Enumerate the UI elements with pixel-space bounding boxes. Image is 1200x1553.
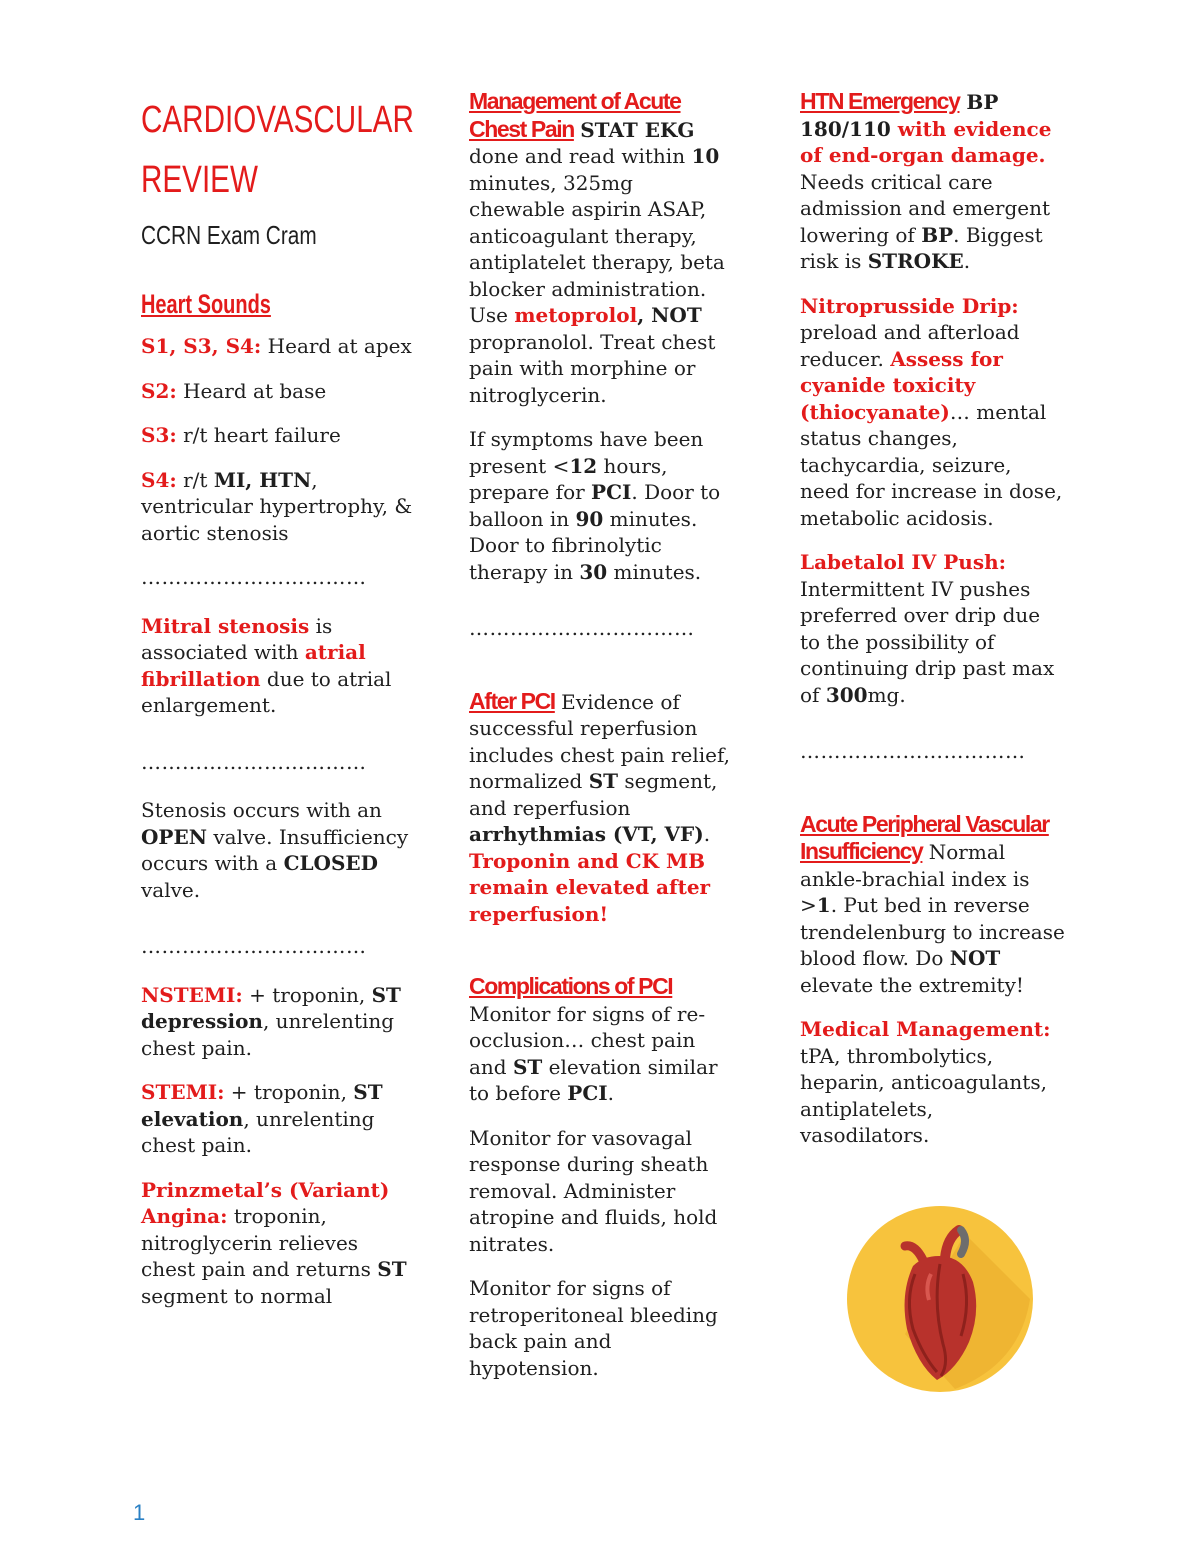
mitral-c: atrial fibrillation	[141, 640, 366, 691]
nitro-label: Nitroprusside Drip:	[800, 293, 1019, 318]
after-e: .	[703, 822, 711, 846]
nitro-c: … mental status changes, tachycardia, seizure, need for increase in dose, metabolic acidosis.	[800, 399, 1063, 530]
htn-a: BP 180/110	[800, 90, 999, 141]
page-subtitle: CCRN Exam Cram	[141, 220, 317, 250]
labetalol-paragraph	[800, 549, 1065, 708]
mitral-a: Mitral stenosis	[141, 613, 310, 638]
s3-text: r/t heart failure	[176, 423, 341, 447]
s4-label: S4:	[141, 467, 177, 492]
column-3	[800, 88, 1065, 1167]
pci-e: . Door to balloon in	[469, 480, 721, 531]
mitral-b: is associated with	[141, 613, 333, 664]
pci-d: PCI	[591, 480, 632, 504]
acp-h: propranolol. Treat chest pain with morphine or nitroglycerin.	[469, 329, 716, 407]
comp1-a: Monitor for signs of re-occlusion… chest pain and	[469, 1001, 706, 1079]
lab-label: Labetalol IV Push:	[800, 550, 1007, 574]
divider-dots: ……………………………	[800, 739, 1026, 763]
complications-2: Monitor for vasovagal response during sheath removal. Administer atropine and fluids, hold nitrates.	[469, 1125, 718, 1256]
column-1	[141, 88, 413, 1327]
mitral-paragraph	[141, 613, 413, 719]
after-a: Evidence of successful reperfusion includes chest pain relief, normalized	[469, 689, 731, 793]
htn-d: BP	[921, 222, 954, 247]
acp-e: minutes, 325mg chewable aspirin ASAP, anticoagulant therapy, antiplatelet therapy, beta blocker administration. Use	[469, 170, 725, 327]
stenosis-paragraph	[141, 797, 413, 903]
stenosis-d: CLOSED	[283, 851, 379, 875]
nitro-a: preload and afterload reducer.	[800, 320, 1020, 371]
htn-e: . Biggest risk is	[800, 222, 1043, 273]
stenosis-a: Stenosis occurs with an	[141, 798, 382, 822]
prinz-c: segment to normal	[141, 1283, 333, 1308]
pci-paragraph	[469, 426, 735, 585]
divider-dots: ……………………………	[141, 934, 367, 958]
s3-line	[141, 422, 413, 449]
after-b: ST	[588, 769, 619, 793]
prinz-label: Prinzmetal’s (Variant) Angina:	[141, 1177, 390, 1228]
htn-g: .	[963, 249, 971, 273]
complications-pci-heading: Complications of PCI	[469, 973, 673, 999]
htn-emergency-paragraph	[800, 88, 1065, 275]
stemi-b: ST elevation	[141, 1080, 383, 1131]
s2-text: Heard at base	[176, 378, 327, 403]
apvi-paragraph	[800, 811, 1065, 999]
htn-f: STROKE	[867, 249, 964, 273]
stenosis-b: OPEN	[141, 824, 207, 849]
s134-label: S1, S3, S4:	[141, 334, 262, 358]
stenosis-c: valve. Insufficiency occurs with a	[141, 824, 409, 875]
stemi-c: , unrelenting chest pain.	[141, 1106, 375, 1157]
pci-h: 30	[579, 559, 608, 584]
acp-c: done and read within	[469, 144, 692, 168]
s2-label: S2:	[141, 378, 177, 403]
divider-dots: ……………………………	[469, 616, 695, 640]
s134-text: Heard at apex	[261, 334, 412, 358]
stemi-a: + troponin,	[224, 1080, 354, 1104]
nitro-b: Assess for cyanide toxicity (thiocyanate)	[800, 346, 1003, 424]
prinz-a: troponin, nitroglycerin relieves chest pain and returns	[141, 1204, 378, 1281]
apvi-a: Normal ankle-brachial index is >	[800, 840, 1030, 917]
lab-c: mg.	[867, 682, 906, 707]
apvi-d: NOT	[949, 946, 1001, 970]
pci-a: If symptoms have been present <	[469, 427, 704, 478]
after-pci-paragraph	[469, 688, 735, 928]
acp-b: STAT EKG	[580, 117, 695, 142]
comp1-c: elevation similar to before	[469, 1054, 718, 1105]
lab-a: Intermittent IV pushes preferred over drip due to the possibility of continuing drip past max of	[800, 576, 1055, 707]
nstemi-paragraph	[141, 982, 413, 1062]
prinzmetal-paragraph	[141, 1177, 413, 1310]
pci-g: minutes. Door to fibrinolytic therapy in	[469, 506, 698, 584]
after-f: Troponin and CK MB remain elevated after reperfusion!	[469, 848, 711, 926]
acp-f: metoprolol	[514, 303, 638, 327]
nstemi-c: , unrelenting chest pain.	[141, 1009, 395, 1060]
s4-text-b: MI, HTN	[213, 467, 312, 492]
medical-management-paragraph	[800, 1016, 1065, 1149]
htn-c: Needs critical care admission and emergent lowering of	[800, 169, 1051, 247]
acp-g: , NOT	[637, 303, 702, 327]
heart-sounds-heading: Heart Sounds	[141, 288, 271, 319]
after-c: segment, and reperfusion	[469, 769, 718, 820]
pci-f: 90	[575, 506, 604, 531]
pci-i: minutes.	[607, 559, 702, 584]
htn-b: with evidence of end-organ damage.	[800, 116, 1052, 167]
column-2	[469, 88, 735, 1399]
acute-chest-pain-paragraph	[469, 88, 735, 408]
htn-emergency-heading: HTN Emergency	[800, 88, 960, 114]
page-number: 1	[133, 1500, 146, 1525]
med-text: tPA, thrombolytics, heparin, anticoagulants, antiplatelets, vasodilators.	[800, 1043, 1047, 1147]
prinz-b: ST	[377, 1257, 407, 1281]
med-label: Medical Management:	[800, 1017, 1051, 1041]
nstemi-a: + troponin,	[242, 982, 372, 1007]
pci-c: hours, prepare for	[469, 453, 668, 504]
nstemi-label: NSTEMI:	[141, 982, 243, 1007]
heart-icon	[845, 1204, 1035, 1394]
page-title: CARDIOVASCULAR REVIEW	[141, 99, 414, 201]
apvi-e: elevate the extremity!	[800, 972, 1024, 997]
after-pci-heading: After PCI	[469, 687, 555, 714]
divider-dots: ……………………………	[141, 565, 367, 589]
apvi-heading: Acute Peripheral Vascular Insufficiency	[800, 810, 1049, 864]
s4-line	[141, 467, 413, 547]
nstemi-b: ST depression	[141, 982, 401, 1033]
stenosis-e: valve.	[141, 877, 201, 902]
s134-line	[141, 333, 413, 360]
s4-text-a: r/t	[176, 467, 214, 492]
lab-b: 300	[825, 682, 868, 707]
complications-1	[469, 1001, 735, 1107]
complications-3: Monitor for signs of retroperitoneal bleeding back pain and hypotension.	[469, 1276, 718, 1380]
acute-chest-pain-heading: Management of Acute Chest Pain	[469, 88, 681, 142]
acp-d: 10	[691, 144, 720, 168]
apvi-b: 1	[816, 893, 831, 917]
divider-dots: ……………………………	[141, 749, 367, 774]
comp1-e: .	[607, 1081, 614, 1105]
mitral-d: due to atrial enlargement.	[141, 666, 392, 717]
stemi-label: STEMI:	[141, 1080, 225, 1104]
s3-label: S3:	[141, 423, 177, 447]
stemi-paragraph	[141, 1079, 413, 1159]
nitroprusside-paragraph	[800, 293, 1065, 532]
pci-b: 12	[569, 453, 598, 478]
apvi-c: . Put bed in reverse trendelenburg to increase blood flow. Do	[800, 893, 1065, 970]
s4-text-c: , ventricular hypertrophy, & aortic stenosis	[141, 467, 413, 545]
s2-line	[141, 378, 413, 405]
comp1-b: ST	[512, 1054, 543, 1079]
comp1-d: PCI	[567, 1081, 608, 1105]
after-d: arrhythmias (VT, VF)	[469, 822, 704, 846]
